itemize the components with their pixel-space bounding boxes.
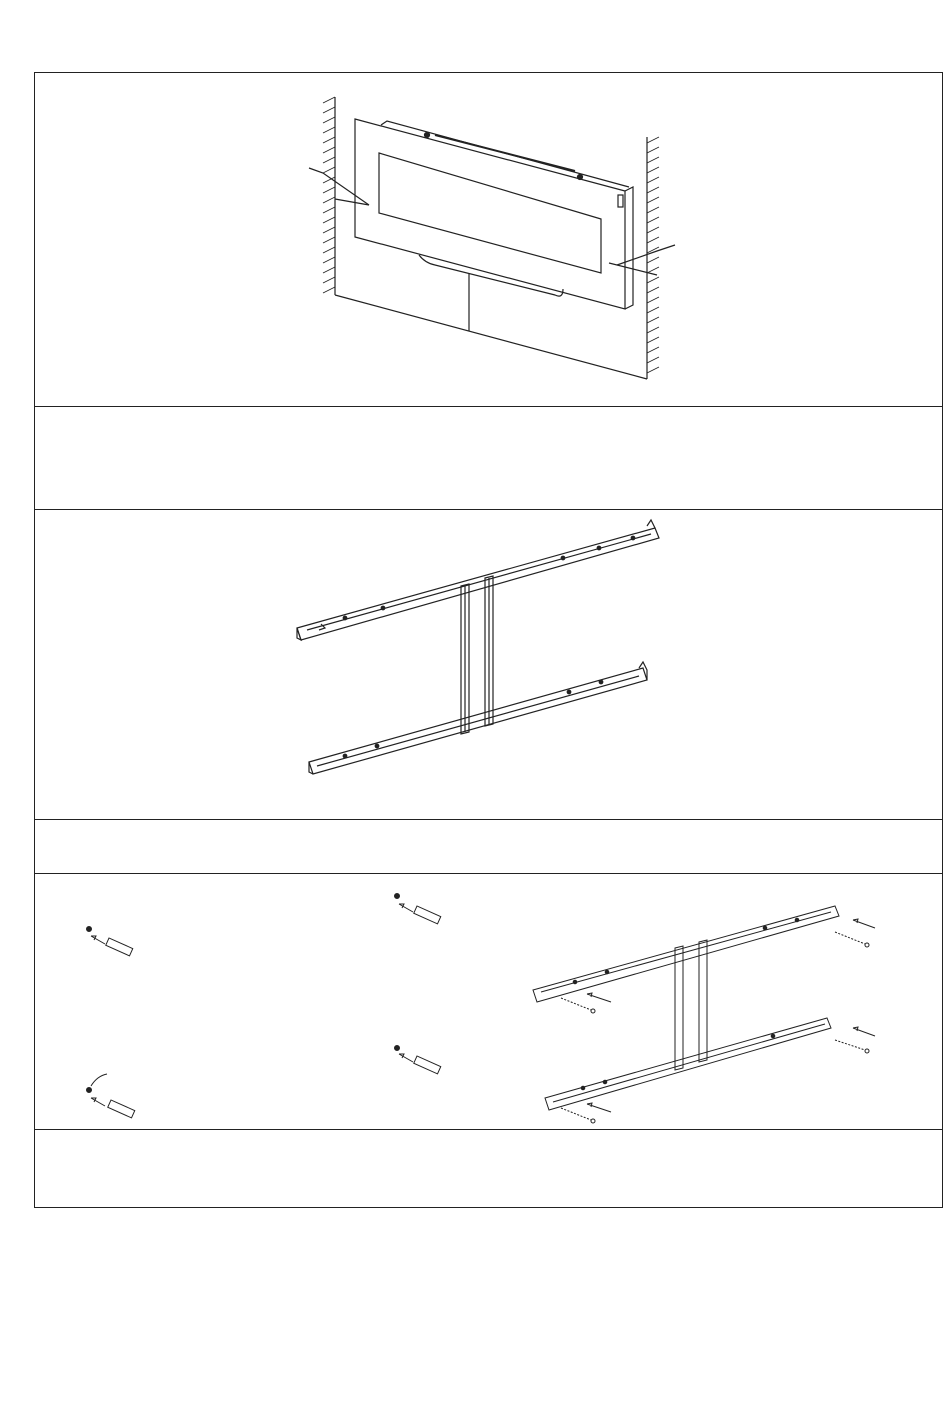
mounting-bracket-figure-section [35,510,942,820]
instruction-frame [34,72,943,1208]
fireplace-wall-illustration [35,73,942,407]
text-row-2 [35,820,942,874]
text-row-1 [35,407,942,510]
anchor-installation-figure-section [35,874,942,1130]
mounting-bracket-illustration [35,510,942,820]
anchor-installation-illustration [35,874,942,1130]
fireplace-wall-figure-section [35,73,942,407]
text-row-3 [35,1130,942,1209]
